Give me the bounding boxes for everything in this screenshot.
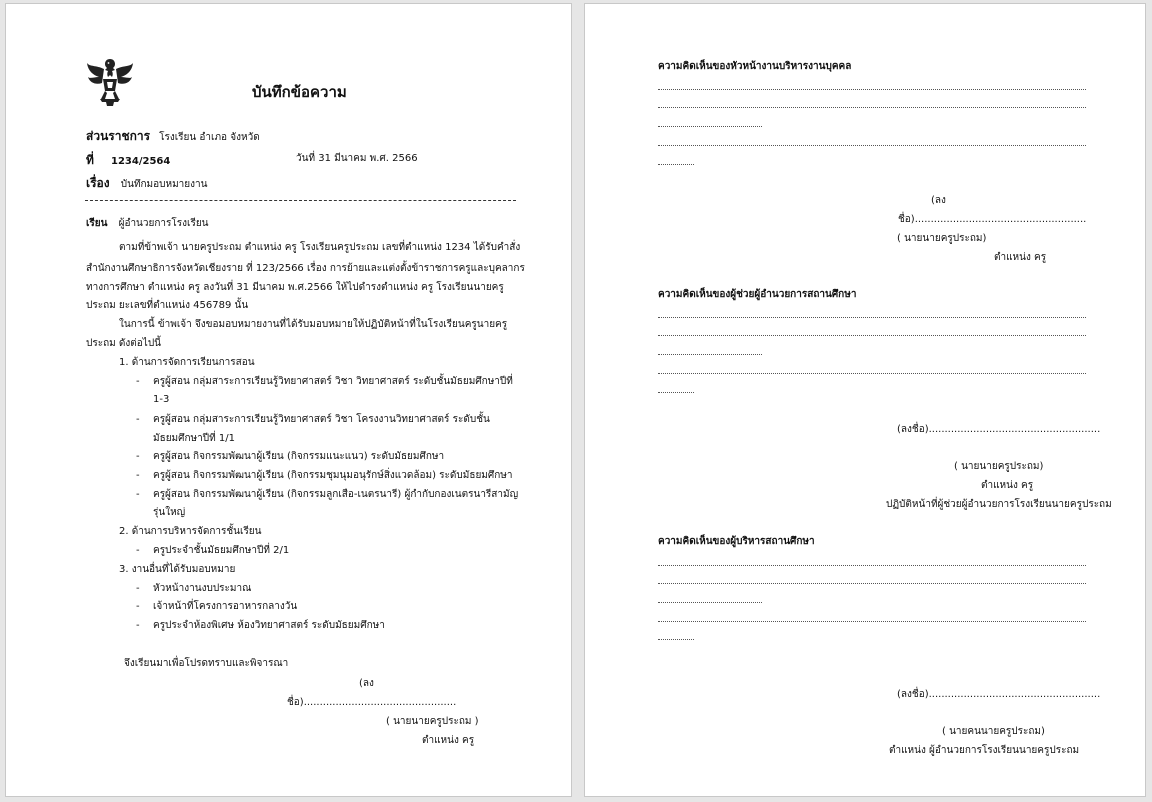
dotted-line — [658, 565, 1086, 566]
list-item: ครูประจำห้องพิเศษ ห้องวิทยาศาสตร์ ระดับมัธยมศึกษา — [153, 620, 385, 631]
signature-line: (ลงชื่อ)...................................................... — [897, 424, 1101, 435]
signer-position: ตำแหน่ง ผู้อำนวยการโรงเรียนนายครูประถม — [889, 745, 1080, 756]
memo-page — [5, 3, 572, 797]
signer-position: ตำแหน่ง ครู — [422, 735, 475, 746]
subject-row — [86, 172, 208, 193]
signer-name: ( นายนายครูประถม) — [954, 461, 1044, 472]
subject-label: เรื่อง — [86, 176, 110, 190]
section-title: 3. งานอื่นที่ได้รับมอบหมาย — [119, 564, 236, 575]
salutation-value: ผู้อำนวยการโรงเรียน — [118, 218, 209, 229]
memo-title: บันทึกข้อความ — [252, 83, 347, 101]
signature-line: ชื่อ)................................................ — [287, 697, 457, 708]
list-item: ครูผู้สอน กลุ่มสาระการเรียนรู้วิทยาศาสตร์ วิชา วิทยาศาสตร์ ระดับชั้นมัธยมศึกษาปีที่ — [153, 376, 513, 387]
bullet-dash: - — [136, 601, 140, 612]
salutation-row — [86, 211, 209, 230]
bullet-dash: - — [136, 583, 140, 594]
signer-duty: ปฏิบัติหน้าที่ผู้ช่วยผู้อำนวยการโรงเรียนนายครูประถม — [886, 499, 1112, 510]
list-item-cont: มัธยมศึกษาปีที่ 1/1 — [153, 433, 235, 444]
assistant-opinion-heading: ความคิดเห็นของผู้ช่วยผู้อำนวยการสถานศึกษา — [658, 289, 857, 300]
header-divider — [85, 200, 516, 201]
list-item-cont: 1-3 — [153, 394, 170, 405]
dotted-line — [658, 89, 1086, 90]
subject-value: บันทึกมอบหมายงาน — [120, 179, 208, 190]
dotted-line — [658, 392, 694, 393]
bullet-dash: - — [136, 451, 140, 462]
list-item: ครูผู้สอน กิจกรรมพัฒนาผู้เรียน (กิจกรรมแนะแนว) ระดับมัธยมศึกษา — [153, 451, 445, 462]
memo-date: วันที่ 31 มีนาคม พ.ศ. 2566 — [296, 153, 418, 164]
list-item: ครูผู้สอน กิจกรรมพัฒนาผู้เรียน (กิจกรรมชุมนุมอนุรักษ์สิ่งแวดล้อม) ระดับมัธยมศึกษา — [153, 470, 513, 481]
section-title: 2. ด้านการบริหารจัดการชั้นเรียน — [119, 526, 262, 537]
dotted-line — [658, 621, 1086, 622]
paragraph-line: สำนักงานศึกษาธิการจังหวัดเชียงราย ที่ 123/2566 เรื่อง การย้ายและแต่งตั้งข้าราชการครูและบุคลากร — [86, 263, 525, 274]
paragraph-line: ประถม ยะเลขที่ตำแหน่ง 456789 นั้น — [86, 300, 249, 311]
bullet-dash: - — [136, 489, 140, 500]
dotted-line — [658, 373, 1086, 374]
signer-position: ตำแหน่ง ครู — [981, 480, 1034, 491]
closing-line: จึงเรียนมาเพื่อโปรดทราบและพิจารณา — [124, 658, 289, 669]
signer-position: ตำแหน่ง ครู — [994, 252, 1047, 263]
signature-line: (ลงชื่อ)...................................................... — [897, 689, 1101, 700]
bullet-dash: - — [136, 470, 140, 481]
dotted-line — [658, 107, 1086, 108]
dotted-line — [658, 602, 762, 603]
list-item: หัวหน้างานงบประมาณ — [153, 583, 252, 594]
signer-name: ( นายนายครูประถม ) — [386, 716, 479, 727]
paragraph-line: ตามที่ข้าพเจ้า นายครูประถม ตำแหน่ง ครู โรงเรียนครูประถม เลขที่ตำแหน่ง 1234 ได้รับคำสั่ง — [119, 242, 521, 253]
paragraph-line: ในการนี้ ข้าพเจ้า จึงขอมอบหมายงานที่ได้รับมอบหมายให้ปฏิบัติหน้าที่ในโรงเรียนครูนายครู — [119, 319, 508, 330]
hr-opinion-heading: ความคิดเห็นของหัวหน้างานบริหารงานบุคคล — [658, 61, 852, 72]
bullet-dash: - — [136, 414, 140, 425]
agency-label: ส่วนราชการ — [86, 129, 151, 143]
agency-row — [86, 125, 260, 146]
garuda-emblem-icon — [86, 55, 134, 107]
reference-label: ที่ — [86, 153, 94, 167]
opinion-page — [584, 3, 1146, 797]
dotted-line — [658, 354, 762, 355]
dotted-line — [658, 126, 762, 127]
list-item: เจ้าหน้าที่โครงการอาหารกลางวัน — [153, 601, 298, 612]
paragraph-line: ทางการศึกษา ตำแหน่ง ครู ลงวันที่ 31 มีนาคม พ.ศ.2566 ให้ไปดำรงตำแหน่ง ครู โรงเรียนนายครู — [86, 282, 504, 293]
bullet-dash: - — [136, 545, 140, 556]
paragraph-line: ประถม ดังต่อไปนี้ — [86, 338, 162, 349]
signature-line: ชื่อ)...................................................... — [898, 214, 1087, 225]
list-item: ครูประจำชั้นมัธยมศึกษาปีที่ 2/1 — [153, 545, 290, 556]
dotted-line — [658, 164, 694, 165]
salutation-label: เรียน — [86, 218, 108, 229]
list-item-cont: รุ่นใหญ่ — [153, 507, 186, 518]
dotted-line — [658, 335, 1086, 336]
reference-number: 1234/2564 — [111, 156, 171, 167]
section-title: 1. ด้านการจัดการเรียนการสอน — [119, 357, 255, 368]
dotted-line — [658, 145, 1086, 146]
list-item: ครูผู้สอน กิจกรรมพัฒนาผู้เรียน (กิจกรรมลูกเสือ-เนตรนารี) ผู้กำกับกองเนตรนารีสามัญ — [153, 489, 519, 500]
dotted-line — [658, 583, 1086, 584]
dotted-line — [658, 639, 694, 640]
sign-prefix: (ลง — [931, 195, 946, 206]
director-opinion-heading: ความคิดเห็นของผู้บริหารสถานศึกษา — [658, 536, 815, 547]
signer-name: ( นายนายครูประถม) — [897, 233, 987, 244]
bullet-dash: - — [136, 376, 140, 387]
sign-prefix: (ลง — [359, 678, 374, 689]
list-item: ครูผู้สอน กลุ่มสาระการเรียนรู้วิทยาศาสตร์ วิชา โครงงานวิทยาศาสตร์ ระดับชั้น — [153, 414, 490, 425]
agency-value: โรงเรียน อำเภอ จังหวัด — [159, 132, 260, 143]
dotted-line — [658, 317, 1086, 318]
signer-name: ( นายคนนายครูประถม) — [942, 726, 1045, 737]
bullet-dash: - — [136, 620, 140, 631]
reference-row — [86, 149, 170, 170]
